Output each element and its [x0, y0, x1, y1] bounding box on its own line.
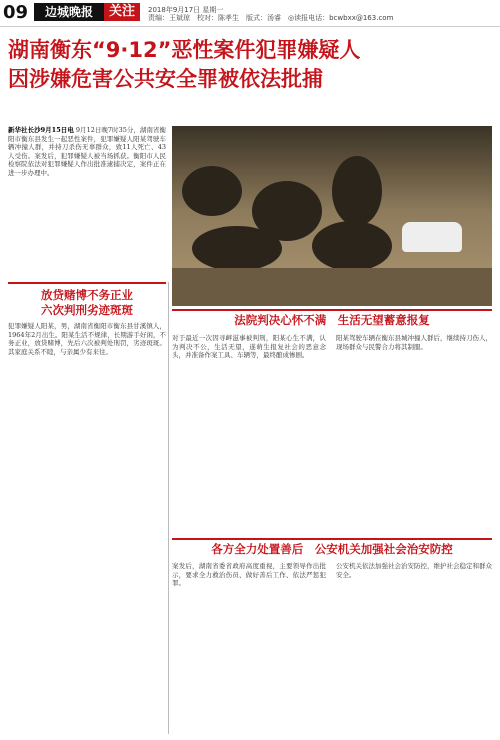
right-column-body — [336, 334, 492, 530]
bottom-subheadline: 各方全力处置善后 公安机关加强社会治安防控 — [211, 542, 453, 556]
left-column-body — [8, 322, 166, 732]
mid-col-text: 对于最近一次因寻衅滋事被判刑，阳某心生不满，认为判决不公，生活无望，遂萌生报复社会的恶意念头，并准备作案工具、车辆等，最终酿成惨剧。 — [172, 334, 326, 360]
left-col-text: 犯罪嫌疑人阳某，男，湖南省衡阳市衡东县甘溪镇人，1964年2月出生。阳某生活不规律，长期游手好闲，不务正业，放贷赌博，先后六次被判处刑罚，劣迹斑斑。其家庭关系不睦，与亲属少有来往。 — [8, 322, 166, 356]
left-subheadline — [8, 288, 166, 318]
right-col-text: 阳某驾驶车辆在衡东县城冲撞人群后，继续持刀伤人，现场群众与民警合力将其制服。 — [336, 334, 492, 351]
mid-subheadline: 法院判决心怀不满 生活无望蓄意报复 — [234, 313, 430, 327]
headline-line-1: 湖南衡东“9·12”恶性案件犯罪嫌疑人 — [8, 38, 361, 62]
editor-line: 责编：王斌琼 校对：陈孝生 版式：汤睿 ◎读报电话：bcwbxx@163.com — [148, 14, 394, 22]
bottom-right-body — [336, 562, 492, 734]
bottom-left-text: 案发后，湖南省委省政府高度重视，主要领导作出批示，要求全力救治伤员、做好善后工作、依法严惩犯罪。 — [172, 562, 326, 588]
newspaper-logo: 边城晚报 — [34, 3, 104, 21]
left-subhead-line-2: 六次判刑劣迹斑斑 — [41, 303, 133, 317]
bottom-right-text: 公安机关依法加强社会治安防控，维护社会稳定和群众安全。 — [336, 562, 492, 579]
mid-column-body — [172, 334, 326, 530]
header-info — [148, 6, 393, 22]
lead-text: 9月12日晚7时35分，湖南省衡阳市衡东县发生一起恶性案件，犯罪嫌疑人阳某驾驶车辆冲撞人群，并持刀杀伤无辜群众，致11人死亡、43人受伤。案发后，犯罪嫌疑人被当场抓获。衡阳市人民检察院依法对犯罪嫌疑人作出批准逮捕决定，案件正在进一步办理中。 — [8, 126, 166, 177]
date-line: 2018年9月17日 星期一 — [148, 6, 224, 14]
page-number: 09 — [3, 2, 29, 23]
column-divider — [168, 282, 169, 734]
section-label: 关注 — [104, 3, 140, 21]
headline-line-2: 因涉嫌危害公共安全罪被依法批捕 — [8, 67, 323, 91]
bottom-left-body — [172, 562, 326, 734]
lead-paragraph — [8, 126, 166, 278]
main-headline — [8, 36, 492, 94]
left-subhead-line-1: 放贷赌博不务正业 — [41, 288, 133, 302]
lead-dateline: 新华社长沙9月15日电 — [8, 126, 74, 134]
news-photo — [172, 126, 492, 268]
news-photo-lower — [172, 268, 492, 306]
car-shape — [402, 222, 462, 252]
